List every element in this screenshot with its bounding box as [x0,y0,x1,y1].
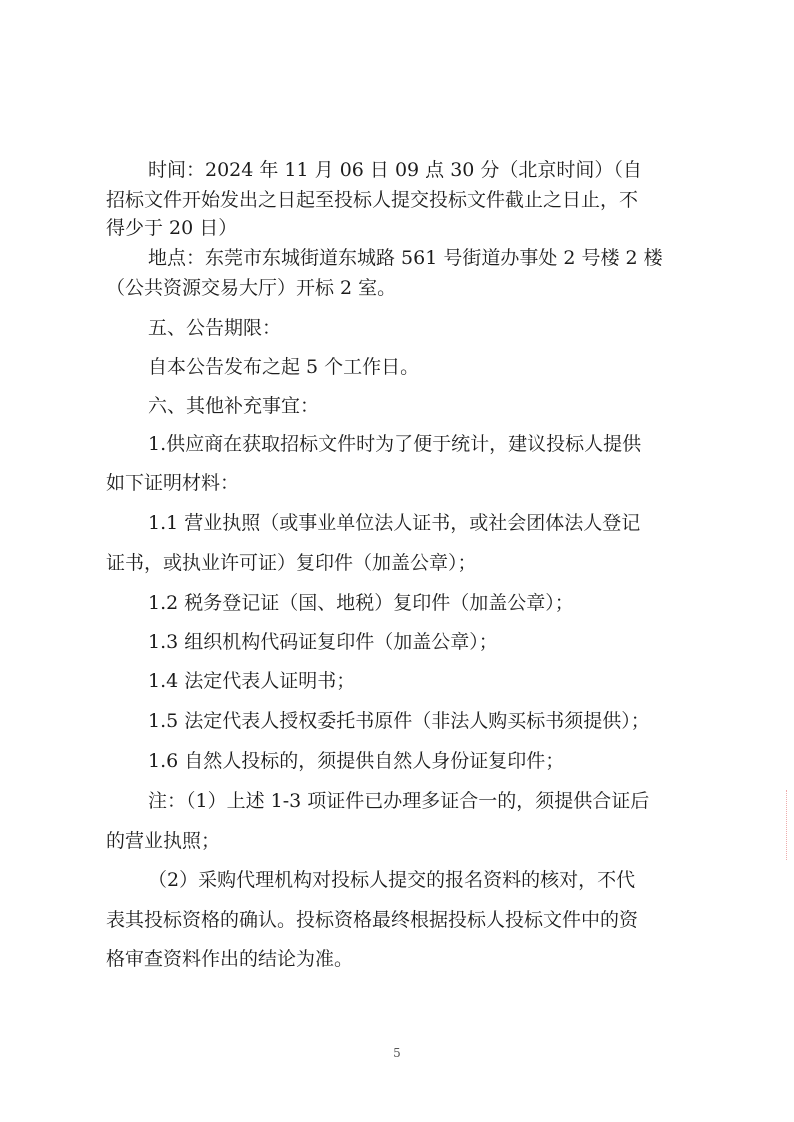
location-line-2: （公共资源交易大厅）开标 2 室。 [106,277,397,299]
item-1-1-line-1: 1.1 营业执照（或事业单位法人证书，或社会团体法人登记 [148,512,641,534]
item-1-4: 1.4 法定代表人证明书； [148,670,356,692]
note-2-line-2: 表其投标资格的确认。投标资格最终根据投标人投标文件中的资 [106,909,639,931]
location-line-1: 地点：东莞市东城街道东城路 561 号街道办事处 2 号楼 2 楼 [148,247,663,269]
item-1-line-1: 1.供应商在获取招标文件时为了便于统计，建议投标人提供 [148,433,642,455]
item-1-5: 1.5 法定代表人授权委托书原件（非法人购买标书须提供）； [148,710,650,732]
time-line-3: 得少于 20 日） [106,217,238,239]
page-number: 5 [393,1046,401,1060]
section-5-body: 自本公告发布之起 5 个工作日。 [148,356,420,378]
note-1-line-2: 的营业执照； [106,830,221,852]
item-1-1-line-2: 证书，或执业许可证）复印件（加盖公章）； [106,552,477,574]
section-6-heading: 六、其他补充事宜： [148,395,320,417]
note-2-line-1: （2）采购代理机构对投标人提交的报名资料的核对，不代 [148,869,636,891]
section-5-heading: 五、公告期限： [148,317,282,339]
item-1-6: 1.6 自然人投标的，须提供自然人身份证复印件； [148,750,565,772]
item-1-line-2: 如下证明材料： [106,472,240,494]
note-1-line-1: 注：（1）上述 1-3 项证件已办理多证合一的，须提供合证后 [148,790,650,812]
note-2-line-3: 格审查资料作出的结论为准。 [106,948,354,970]
time-line-2: 招标文件开始发出之日起至投标人提交投标文件截止之日止，不 [106,189,639,211]
item-1-2: 1.2 税务登记证（国、地税）复印件（加盖公章）； [148,592,574,614]
seal-edge-mark [786,790,790,860]
time-line-1: 时间：2024 年 11 月 06 日 09 点 30 分（北京时间）（自 [148,159,642,181]
item-1-3: 1.3 组织机构代码证复印件（加盖公章）； [148,631,498,653]
